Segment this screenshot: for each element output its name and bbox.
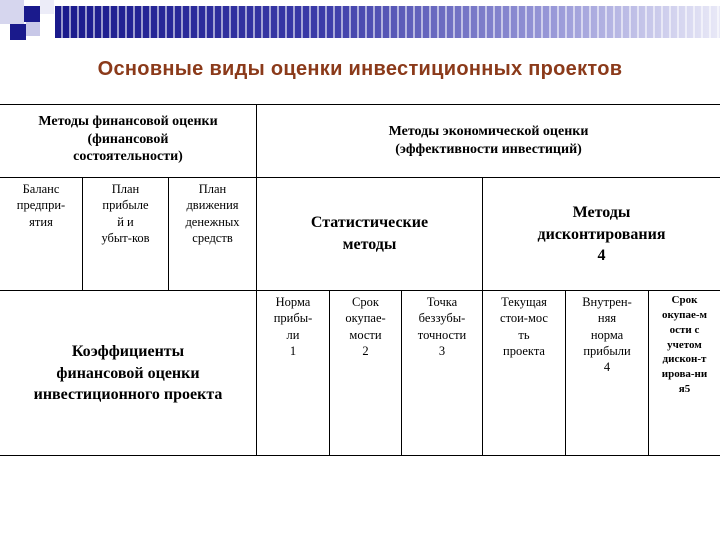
table-border [0,455,720,456]
header-square [26,22,40,36]
table-border [0,104,720,105]
cell-profit-plan: План прибыле й и убыт-ков [101,182,150,245]
header-financial-methods: Методы финансовой оценки (финансовой состоятельности) [38,114,218,164]
cell-present-value: Текущая стои-мос ть проекта [500,295,548,358]
cell-breakeven-point: Точка беззубы- точности 3 [417,295,467,358]
header-square [40,0,54,14]
table-border [0,177,720,178]
cell-discounting-methods: Методы дисконтирования 4 [537,204,666,265]
cell-discounted-payback: Срок окупае-м ости с учетом дискон-т ирова-ни я5 [661,294,708,396]
cell-internal-rate: Внутрен- няя норма прибыли 4 [582,295,632,374]
cell-cash-plan: План движения денежных средств [185,182,240,245]
cell-profit-rate: Норма прибы- ли 1 [273,295,313,358]
page-title: Основные виды оценки инвестиционных проектов [97,58,623,80]
header-square [24,6,40,22]
cell-payback-period: Срок окупае- мости 2 [345,295,386,358]
header-square [0,0,24,24]
header-square [10,24,26,40]
header-economic-methods: Методы экономической оценки (эффективности инвестиций) [388,124,589,157]
cell-coefficients: Коэффициенты финансовой оценки инвестиционного проекта [33,343,223,404]
header-stripes [55,6,720,38]
table-border [0,290,720,291]
cell-balance: Баланс предпри- ятия [16,182,66,229]
cell-statistical-methods: Статистические методы [310,214,429,253]
